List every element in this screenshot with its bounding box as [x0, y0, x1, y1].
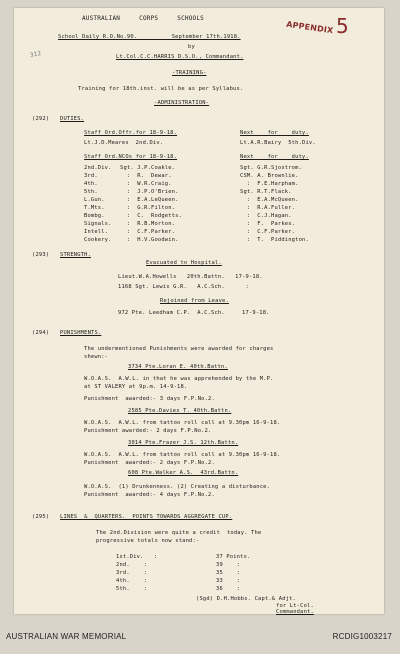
nco-right: : T. Piddington. [240, 237, 309, 243]
punishments-number: (294) [32, 330, 50, 336]
punishments-heading: PUNISHMENTS. [60, 330, 102, 336]
nco-right: : C.F.Parker. [240, 229, 296, 235]
evacuated-heading: Evacuated to Hospital. [146, 260, 222, 266]
nco-unit: T.Mts. [84, 205, 105, 211]
nco-unit: Cookery. [84, 237, 112, 243]
case-line: Punishment awarded:- 2 days F.P.No.2. [84, 460, 215, 466]
nco-left: : C.F.Parker. [120, 229, 176, 235]
points-label: 3rd. : [116, 570, 148, 576]
rejoined-line: 972 Pte. Leedham C.P. A.C.Sch. 17-9-18. [118, 310, 270, 316]
points-value: 37 Points. [216, 554, 251, 560]
nco-unit: 4th. [84, 181, 98, 187]
lines-quarters-text: The 2nd.Division were quite a credit today. The [96, 530, 262, 536]
by-line: by [188, 44, 195, 50]
nco-left: : R.B.Morton. [120, 221, 176, 227]
nco-right: CSM. A. Brownlie. [240, 173, 299, 179]
case-line: Punishment awarded:- 3 days F.P.No.2. [84, 396, 215, 402]
nco-left: : R. Dewar. [120, 173, 172, 179]
case-name: 3014 Pte.Frazer J.S. 12th.Battn. [128, 440, 239, 446]
nco-unit: Bombg. [84, 213, 105, 219]
case-line: Punishment awarded:- 2 days F.P.No.2. [84, 428, 212, 434]
points-value: 39 : [216, 562, 241, 568]
lines-quarters-number: (295) [32, 514, 50, 520]
nco-right: : R.A.Fuller. [240, 205, 296, 211]
lines-quarters-heading: LINES & QUARTERS. POINTS TOWARDS AGGREGATE CUP. [60, 514, 233, 520]
nco-unit: 3rd. [84, 173, 98, 179]
nco-unit: L.Gun. [84, 197, 105, 203]
case-name: 608 Pte.Walker A.S. 43rd.Battn. [128, 470, 239, 476]
nco-left: : C. Rodgetts. [120, 213, 183, 219]
nco-header-right: Next for duty. [240, 154, 309, 160]
administration-heading: -ADMINISTRATION- [154, 100, 210, 106]
strength-heading: STRENGTH. [60, 252, 92, 258]
nco-right: : F.E.Harpham. [240, 181, 299, 187]
commandant-line: Lt.Col.C.C.HARRIS D.S.O., Commandant. [116, 54, 244, 60]
footer-id: RCDIG1003217 [332, 632, 392, 641]
strength-number: (293) [32, 252, 50, 258]
case-name: 3734 Pte.Loran E. 40th.Battn. [128, 364, 228, 370]
signature-line: for Lt-Col. [276, 603, 314, 609]
case-line: W.O.A.S. A.W.L. from tattoo roll call at 9.30pm 16-9-18. [84, 452, 281, 458]
points-value: 35 : [216, 570, 241, 576]
appendix-number: 5 [336, 14, 349, 38]
case-line: at ST VALERY at 9p.m. 14-9-18. [84, 384, 188, 390]
points-label: 4th. : [116, 578, 148, 584]
nco-right: : E.A.McQueen. [240, 197, 299, 203]
nco-unit: 2nd.Div. [84, 165, 112, 171]
duties-number: (292) [32, 116, 50, 122]
points-value: 33 : [216, 578, 241, 584]
points-label: 5th. : [116, 586, 148, 592]
evacuated-line: 1168 Sgt. Lewis G.R. A.C.Sch. : [118, 284, 249, 290]
points-label: 2nd. : [116, 562, 148, 568]
punishments-intro: shewn:- [84, 354, 109, 360]
evacuated-line: Lieut.W.A.Howells 20th.Battn. 17-9-18. [118, 274, 263, 280]
officer-header-left: Staff Ord.Offr.for 18-9-18. [84, 130, 178, 136]
appendix-stamp: APPENDIX [285, 19, 334, 36]
nco-left: : E.A.LeQueen. [120, 197, 179, 203]
lines-quarters-text: progressive totals now stand:- [96, 538, 200, 544]
officer-header-right: Next for duty. [240, 130, 309, 136]
nco-right: : C.J.Hagan. [240, 213, 292, 219]
nco-unit: Intell. [84, 229, 109, 235]
points-value: 36 : [216, 586, 241, 592]
nco-unit: 5th. [84, 189, 98, 195]
nco-left: : H.V.Goodwin. [120, 237, 179, 243]
document-title: AUSTRALIAN CORPS SCHOOLS [82, 15, 204, 22]
nco-right: : F. Parkes. [240, 221, 296, 227]
nco-right: Sgt. G.R.Sjostrom. [240, 165, 303, 171]
officer-left: Lt.J.D.Meares 2nd.Div. [84, 140, 164, 146]
pencil-note: 312 [29, 50, 42, 59]
case-line: W.O.A.S. A.W.L. from tattoo roll call at 9.30pm 16-9-18. [84, 420, 281, 426]
nco-left: Sgt. J.P.Coakle. [120, 165, 176, 171]
training-text: Training for 18th.inst. will be as per Syllabus. [78, 86, 244, 92]
nco-unit: Signals. [84, 221, 112, 227]
orders-line: School Daily R.O.No.90. September 17th.1918. [58, 34, 241, 40]
officer-right: Lt.A.R.Bairy 5th.Div. [240, 140, 316, 146]
rejoined-heading: Rejoined from Leave. [160, 298, 229, 304]
case-line: W.O.A.S. A.W.L. in that he was apprehended by the M.P. [84, 376, 274, 382]
footer-source: AUSTRALIAN WAR MEMORIAL [6, 632, 127, 641]
case-line: Punishment awarded:- 4 days F.P.No.2. [84, 492, 215, 498]
punishments-intro: The undermentioned Punishments were awarded for charges [84, 346, 274, 352]
nco-right: Sgt. R.T.Flack. [240, 189, 292, 195]
case-name: 2585 Pte.Davies T. 40th.Battn. [128, 408, 232, 414]
nco-left: : W.R.Craig. [120, 181, 172, 187]
nco-header-left: Staff Ord.NCOs for 18-9-18. [84, 154, 178, 160]
training-heading: -TRAINING- [172, 70, 207, 76]
case-line: W.O.A.S. (1) Drunkenness. (2) Creating a disturbance. [84, 484, 271, 490]
signature-line: Commandant. [276, 609, 314, 615]
signature-line: (Sgd) D.H.Hobbs. Capt.& Adjt. [196, 596, 296, 602]
duties-heading: DUTIES. [60, 116, 85, 122]
nco-left: : J.P.O'Brien. [120, 189, 179, 195]
points-label: 1st.Div. : [116, 554, 158, 560]
nco-left: : G.R.Filton. [120, 205, 176, 211]
